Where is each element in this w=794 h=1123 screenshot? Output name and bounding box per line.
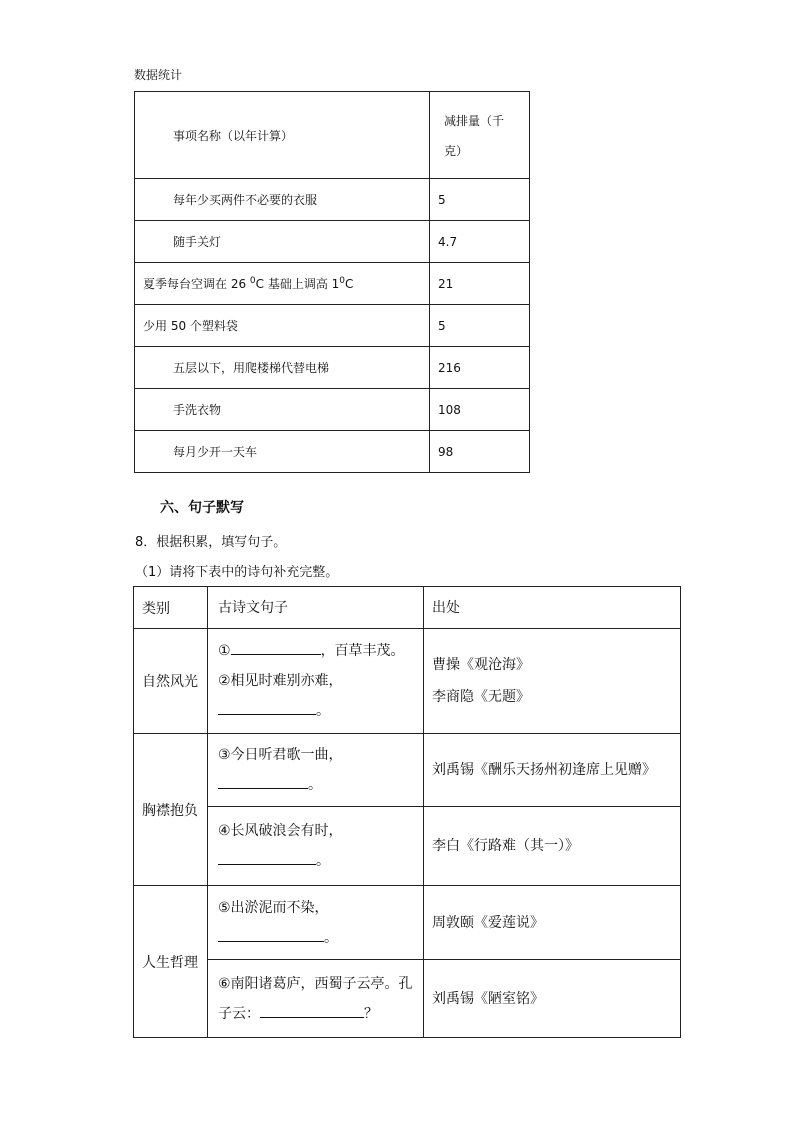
item-cell: 手洗衣物 (135, 389, 430, 431)
header-value: 减排量（千克） (430, 92, 530, 179)
category-cell: 胸襟抱负 (134, 734, 208, 886)
sentence-line (218, 923, 422, 953)
value-cell: 21 (430, 263, 530, 305)
header-category: 类别 (134, 587, 208, 629)
sentence-cell (208, 960, 424, 1038)
sentence-line (218, 846, 422, 876)
source-text: 李商隐《无题》 (432, 689, 530, 705)
sentence-line (218, 636, 422, 666)
sentence-text: 。 (316, 853, 330, 869)
answer-blank[interactable] (218, 927, 324, 942)
table-row (135, 179, 530, 221)
sentence-text: ？ (364, 1005, 378, 1022)
header-sentence: 古诗文句子 (208, 587, 424, 629)
sentence-text: 。 (316, 703, 330, 719)
item-cell: 少用 50 个塑料袋 (135, 305, 430, 347)
section-title: 六、句子默写 (160, 500, 244, 516)
sentence-text: ，百草丰茂。 (320, 643, 405, 659)
table-row (134, 629, 681, 734)
sentence-cell (208, 734, 424, 807)
sentence-line: ②相见时难别亦难， (218, 673, 343, 689)
item-cell: 每月少开一天车 (135, 431, 430, 473)
header-source: 出处 (424, 587, 681, 629)
sub-question-text: （1）请将下表中的诗句补充完整。 (135, 565, 339, 580)
item-cell: 五层以下，用爬楼梯代替电梯 (135, 347, 430, 389)
source-cell: 刘禹锡《酬乐天扬州初逢席上见赠》 (424, 734, 681, 807)
sentence-cell (208, 629, 424, 734)
table-row (135, 221, 530, 263)
superscript: 0 (339, 276, 346, 286)
table-row (134, 960, 681, 1038)
sentence-text: 。 (324, 929, 338, 946)
table-row (134, 807, 681, 886)
superscript: 0 (249, 276, 256, 286)
sentence-line: ③今日听君歌一曲， (218, 747, 343, 763)
table-row (134, 734, 681, 807)
item-cell (135, 263, 430, 305)
item-text: C (345, 277, 354, 291)
sentence-text: ① (218, 643, 231, 659)
sentence-cell (208, 886, 424, 960)
sentence-line: ④长风破浪会有时， (218, 823, 343, 839)
source-cell: 李白《行路难（其一）》 (424, 807, 681, 886)
table-row (135, 263, 530, 305)
value-cell: 98 (430, 431, 530, 473)
sentence-text: ⑥南阳诸葛庐，西蜀子云亭。孔子云： (218, 975, 413, 1022)
source-text: 曹操《观沧海》 (432, 657, 530, 673)
item-text: C 基础上调高 1 (255, 277, 340, 291)
value-cell: 108 (430, 389, 530, 431)
question-text: 8．根据积累，填写句子。 (135, 535, 287, 550)
category-cell: 自然风光 (134, 629, 208, 734)
source-cell (424, 629, 681, 734)
table-caption: 数据统计 (134, 68, 183, 82)
value-cell: 4.7 (430, 221, 530, 263)
value-cell: 5 (430, 305, 530, 347)
sentence-cell (208, 807, 424, 886)
sentence-line (218, 770, 422, 800)
source-cell: 刘禹锡《陋室铭》 (424, 960, 681, 1038)
answer-blank[interactable] (218, 774, 308, 789)
table-row (135, 389, 530, 431)
emission-table (134, 91, 530, 473)
table-row (135, 305, 530, 347)
table-row (135, 347, 530, 389)
item-text: 夏季每台空调在 26 (143, 277, 250, 291)
sentence-text: 。 (308, 777, 322, 793)
header-item: 事项名称（以年计算） (135, 92, 430, 179)
poem-table (133, 586, 681, 1038)
table-header-row (135, 92, 530, 179)
table-header-row (134, 587, 681, 629)
value-cell: 5 (430, 179, 530, 221)
item-cell: 随手关灯 (135, 221, 430, 263)
answer-blank[interactable] (218, 700, 316, 715)
sentence-line (218, 696, 422, 726)
answer-blank[interactable] (231, 640, 321, 655)
answer-blank[interactable] (260, 1003, 364, 1018)
answer-blank[interactable] (218, 850, 316, 865)
table-row (135, 431, 530, 473)
item-cell: 每年少买两件不必要的衣服 (135, 179, 430, 221)
value-cell: 216 (430, 347, 530, 389)
sentence-line: ⑤出淤泥而不染， (218, 899, 329, 916)
source-cell: 周敦颐《爱莲说》 (424, 886, 681, 960)
category-cell: 人生哲理 (134, 886, 208, 1038)
sentence-line (218, 969, 422, 1029)
table-row (134, 886, 681, 960)
